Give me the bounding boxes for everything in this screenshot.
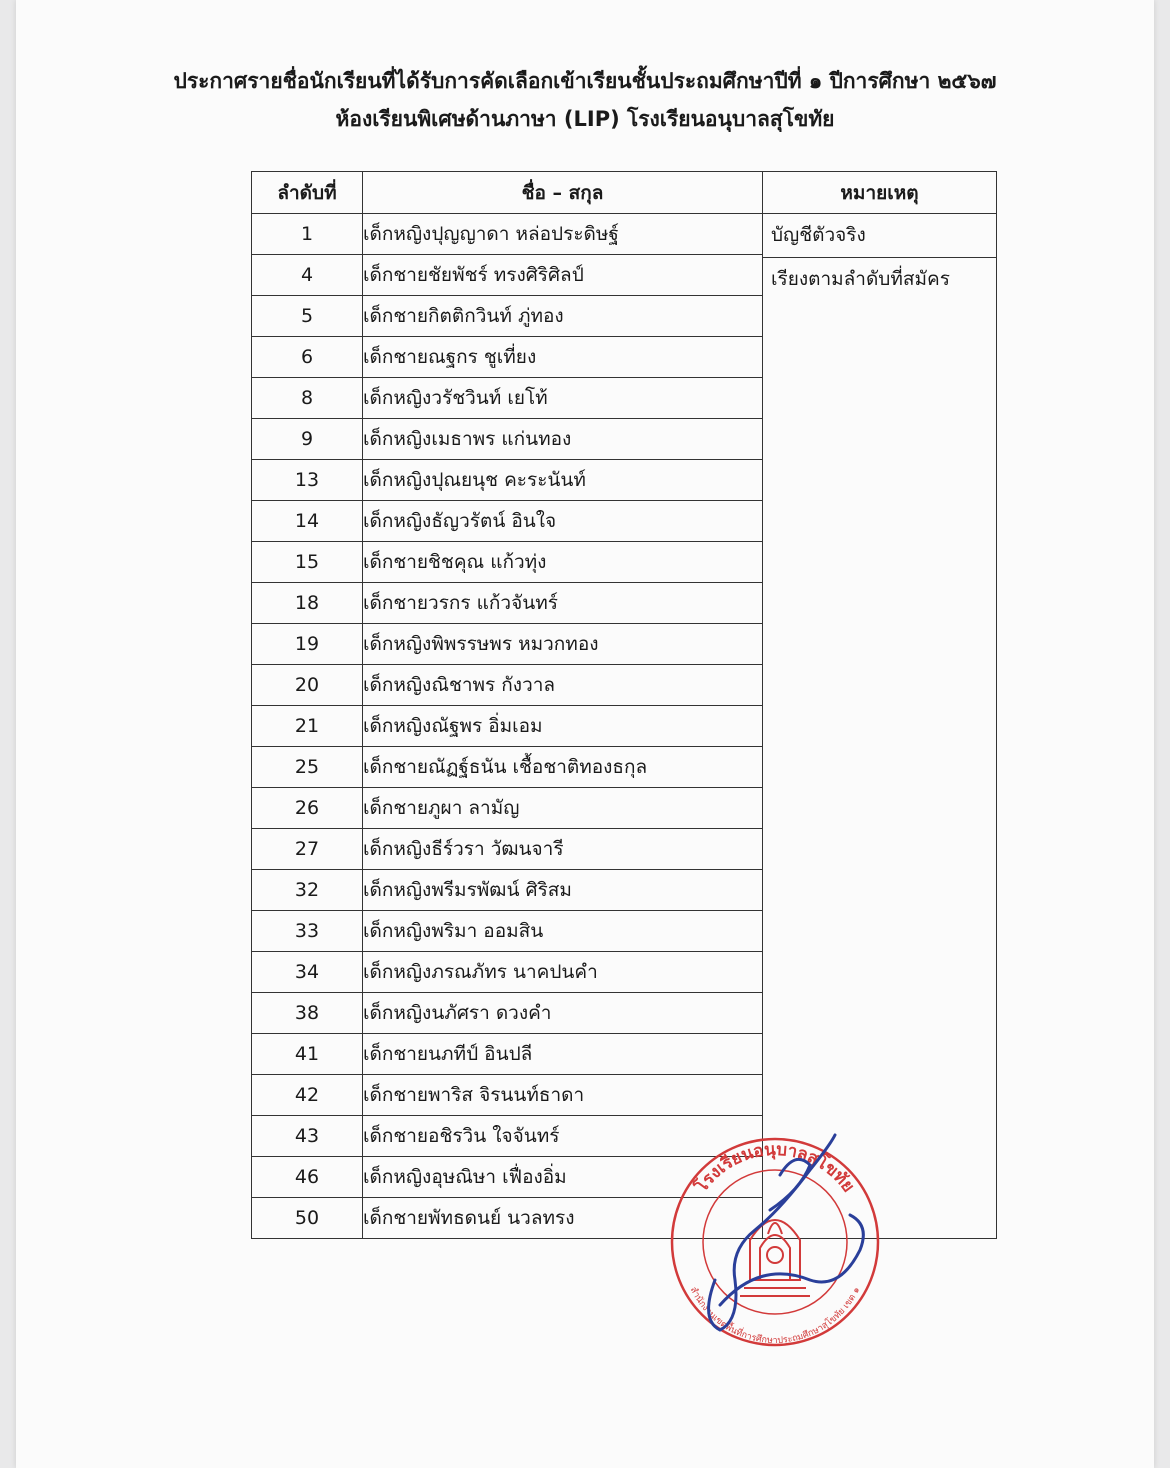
student-full-name: เด็กหญิงธัญวรัตน์ อินใจ (363, 501, 763, 542)
student-full-name: เด็กหญิงเมธาพร แก่นทอง (363, 419, 763, 460)
student-full-name: เด็กชายอชิรวิน ใจจันทร์ (363, 1116, 763, 1157)
seal-inner-ring (703, 1170, 847, 1314)
seal-emblem (740, 1220, 810, 1296)
student-full-name: เด็กหญิงอุษณิษา เฟื่องอิ่ม (363, 1157, 763, 1198)
student-full-name: เด็กหญิงปุญญาดา หล่อประดิษฐ์ (363, 214, 763, 255)
student-full-name: เด็กชายนภทีป์ อินปลี (363, 1034, 763, 1075)
header-order: ลำดับที่ (252, 172, 363, 214)
student-order-number: 6 (252, 337, 363, 378)
student-order-number: 18 (252, 583, 363, 624)
student-order-number: 25 (252, 747, 363, 788)
header-name: ชื่อ – สกุล (363, 172, 763, 214)
student-order-number: 41 (252, 1034, 363, 1075)
student-full-name: เด็กหญิงธีร์วรา วัฒนจารี (363, 829, 763, 870)
student-full-name: เด็กชายวรกร แก้วจันทร์ (363, 583, 763, 624)
student-order-number: 8 (252, 378, 363, 419)
student-full-name: เด็กหญิงนภัศรา ดวงคำ (363, 993, 763, 1034)
remark-cell (763, 214, 997, 1239)
student-order-number: 4 (252, 255, 363, 296)
student-order-number: 19 (252, 624, 363, 665)
announcement-title: ประกาศรายชื่อนักเรียนที่ได้รับการคัดเลือกเข้าเรียนชั้นประถมศึกษาปีที่ ๑ ปีการศึกษา ๒๕๖๗ (173, 69, 997, 93)
student-order-number: 13 (252, 460, 363, 501)
student-full-name: เด็กชายชิชคุณ แก้วทุ่ง (363, 542, 763, 583)
student-order-number: 5 (252, 296, 363, 337)
student-order-number: 33 (252, 911, 363, 952)
student-order-number: 50 (252, 1198, 363, 1239)
student-list-table (251, 171, 997, 1239)
student-full-name: เด็กชายณัฏฐ์ธนัน เชื้อชาติทองธกุล (363, 747, 763, 788)
student-full-name: เด็กหญิงพรีมรพัฒน์ ศิริสม (363, 870, 763, 911)
student-order-number: 27 (252, 829, 363, 870)
student-order-number: 15 (252, 542, 363, 583)
header-remark: หมายเหตุ (763, 172, 997, 214)
student-full-name: เด็กหญิงปุณยนุช คะระนันท์ (363, 460, 763, 501)
seal-text-bottom: สำนักงานเขตพื้นที่การศึกษาประถมศึกษาสุโขทัย เขต ๑ (687, 1285, 863, 1347)
student-full-name: เด็กหญิงณิชาพร กังวาล (363, 665, 763, 706)
student-order-number: 14 (252, 501, 363, 542)
student-order-number: 32 (252, 870, 363, 911)
student-full-name: เด็กชายกิตติกวินท์ ภู่ทอง (363, 296, 763, 337)
table-body (252, 214, 997, 1239)
student-order-number: 21 (252, 706, 363, 747)
student-order-number: 9 (252, 419, 363, 460)
student-full-name: เด็กหญิงณัฐพร อิ่มเอม (363, 706, 763, 747)
remark-list-type: บัญชีตัวจริง (763, 214, 996, 258)
student-order-number: 43 (252, 1116, 363, 1157)
student-full-name: เด็กชายณฐกร ชูเที่ยง (363, 337, 763, 378)
student-full-name: เด็กชายพาริส จิรนนท์ธาดา (363, 1075, 763, 1116)
announcement-subtitle: ห้องเรียนพิเศษด้านภาษา (LIP) โรงเรียนอนุบาลสุโขทัย (335, 107, 835, 131)
table-header-row (252, 172, 997, 214)
student-order-number: 20 (252, 665, 363, 706)
student-order-number: 34 (252, 952, 363, 993)
seal-text-top: โรงเรียนอนุบาลสุโขทัย (691, 1139, 859, 1197)
student-order-number: 46 (252, 1157, 363, 1198)
student-order-number: 38 (252, 993, 363, 1034)
table-row (252, 214, 997, 255)
student-order-number: 1 (252, 214, 363, 255)
student-order-number: 26 (252, 788, 363, 829)
student-full-name: เด็กหญิงภรณภัทร นาคปนคำ (363, 952, 763, 993)
student-full-name: เด็กหญิงพิพรรษพร หมวกทอง (363, 624, 763, 665)
student-full-name: เด็กชายพัทธดนย์ นวลทรง (363, 1198, 763, 1239)
student-full-name: เด็กหญิงพริมา ออมสิน (363, 911, 763, 952)
school-seal-and-signature (660, 1130, 890, 1350)
remark-ordering-note: เรียงตามลำดับที่สมัคร (771, 268, 950, 290)
student-full-name: เด็กชายชัยพัชร์ ทรงศิริศิลป์ (363, 255, 763, 296)
student-full-name: เด็กชายภูผา ลามัญ (363, 788, 763, 829)
student-full-name: เด็กหญิงวรัชวินท์ เยโท้ (363, 378, 763, 419)
student-order-number: 42 (252, 1075, 363, 1116)
